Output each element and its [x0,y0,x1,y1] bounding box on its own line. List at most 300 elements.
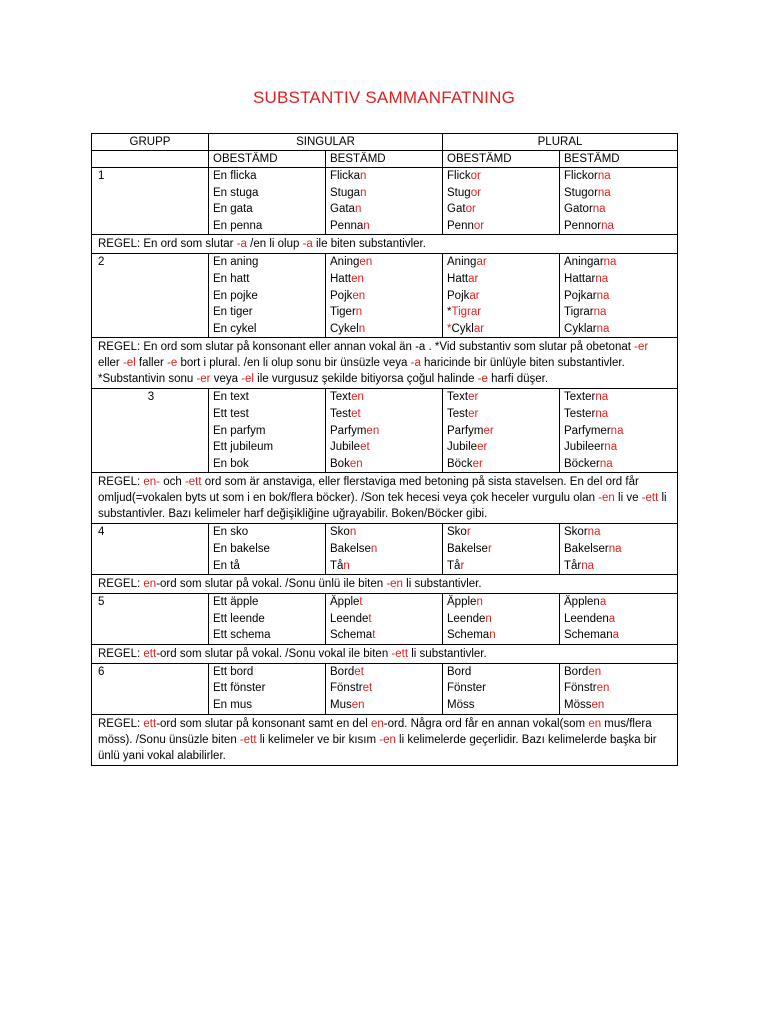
word-stem: Gata [330,203,355,216]
word-ending: er [477,441,488,454]
singular-indefinite-cell [209,168,326,235]
word-ending: na [595,407,609,420]
word-stem: Flick [447,170,471,182]
word-form [447,627,555,644]
rule-highlight: -e [477,373,488,386]
word-form [564,541,673,558]
word-ending: ar [470,306,482,319]
word-stem: Jubileer [564,441,605,454]
word-ending: na [601,219,614,232]
word-form [447,271,555,288]
header-singular: SINGULAR [209,134,443,151]
word-ending: en [349,457,363,470]
plural-definite-cell [560,254,678,338]
word-form [447,389,555,406]
plural-indefinite-cell [443,168,560,235]
header-grupp: GRUPP [92,134,209,151]
word-form [213,697,321,714]
rule-highlight: -e [167,357,178,370]
word-form [564,611,673,628]
word-form [447,185,555,202]
word-stem: Cykl [451,322,474,335]
table-body [92,134,678,766]
word-stem: Äpple [330,596,360,609]
group-number: 1 [92,168,209,235]
word-ending: n [360,186,367,199]
word-stem: Ett äpple [213,596,259,609]
word-form [213,680,321,697]
word-stem: Pennor [564,219,602,232]
word-form [447,680,555,697]
word-stem: Leende [447,612,486,625]
word-ending: na [597,186,611,199]
word-form [213,611,321,628]
word-form [564,288,673,305]
word-ending: n [363,219,370,232]
singular-indefinite-cell [209,254,326,338]
rule-segment: och [160,476,185,489]
singular-definite-cell [326,168,443,235]
rule-text [92,714,678,765]
word-ending: ar [468,272,479,285]
word-ending: en [596,682,610,695]
word-stem: Bord [564,665,589,678]
word-form [330,185,438,202]
word-stem: Parfymer [564,424,611,437]
word-ending: na [603,256,617,269]
word-form [564,321,673,338]
word-ending: na [581,559,595,572]
word-ending: na [592,203,606,216]
word-form [447,524,555,541]
word-form [564,680,673,697]
rule-segment: ord som är anstaviga, eller flerstaviga med betoning på sista stavelsen. En del ord får omljud(=vokalen byts ut som i en bok/flera böcker). /Son tek hecesi veya çok heceler vurgulu olan [98,476,639,505]
word-stem: En tå [213,559,240,572]
word-stem: Penn [447,219,474,232]
word-form [447,664,555,681]
plural-indefinite-cell [443,524,560,575]
word-ending: a [599,596,607,609]
plural-indefinite-cell [443,389,560,473]
word-ending: en [351,391,364,404]
word-ending: t [372,629,376,642]
rule-segment: REGEL: [98,476,144,489]
word-ending: n [485,612,492,625]
word-stem: Stug [447,186,471,199]
word-stem: En bakelse [213,542,270,555]
subheader-plural-definite: BESTÄMD [560,151,678,168]
word-form [564,594,673,611]
word-stem: Fönster [447,682,487,695]
word-form [213,288,321,305]
word-stem: Schema [330,629,373,642]
word-form [330,680,438,697]
word-stem: En cykel [213,322,257,335]
rule-highlight: ett [143,647,157,660]
word-stem: Fönstr [330,682,363,695]
rule-segment: li ve [614,492,642,505]
word-ending: na [596,289,610,302]
rule-segment: ile biten substantivler. [312,238,426,251]
group-number: 5 [92,594,209,645]
word-ending: a [612,629,620,642]
word-form [564,697,673,714]
word-stem: Flickor [564,170,598,182]
word-form [330,627,438,644]
word-stem: En pojke [213,289,258,302]
word-form [447,697,555,714]
word-stem: Pojk [447,289,470,302]
word-stem: Bord [447,665,472,678]
singular-definite-cell [326,594,443,645]
plural-definite-cell [560,389,678,473]
word-form [330,271,438,288]
group-number: 2 [92,254,209,338]
word-stem: Pojkar [564,289,597,302]
plural-definite-cell [560,168,678,235]
subheader-singular-indefinite: OBESTÄMD [209,151,326,168]
group-row [92,254,678,338]
word-form [447,201,555,218]
word-stem: Äpple [447,596,477,609]
word-stem: Leenden [564,612,609,625]
word-form [330,201,438,218]
word-ending: et [351,407,361,420]
word-stem: En hatt [213,272,250,285]
word-ending: n [354,203,362,216]
singular-definite-cell [326,389,443,473]
word-form [564,524,673,541]
word-stem: En mus [213,699,252,712]
word-stem: Tester [564,407,596,420]
word-form [564,627,673,644]
word-ending: n [349,526,357,539]
group-row [92,663,678,714]
rule-highlight: -en [386,578,403,591]
word-form [447,168,555,185]
word-form [213,168,321,185]
word-form [564,664,673,681]
word-stem: Jubile [447,441,478,454]
rule-highlight: en [370,717,384,730]
word-form [447,304,555,321]
plural-indefinite-cell [443,594,560,645]
word-form [447,594,555,611]
word-form [564,558,673,575]
word-ending: n [370,542,378,555]
word-ending: er [468,407,479,420]
rule-highlight: en- [143,476,161,489]
rule-highlight: -en [379,733,396,746]
word-form [213,406,321,423]
rule-highlight: -er [634,341,649,354]
rule-text [92,575,678,594]
word-form [564,456,673,473]
rule-segment: haricinde bir ünlüyle biten substantivler. *Substantivin sonu [98,357,625,386]
subheader-row [92,151,678,168]
word-stem: Skor [564,526,588,539]
word-form [213,594,321,611]
word-stem: * [447,306,452,319]
word-ending: or [470,186,481,199]
word-ending: et [362,682,373,695]
word-stem: Test [330,407,352,420]
rule-highlight: -ett [184,476,202,489]
rule-segment: li kelimelerde geçerlidir. Bazı kelimelerde başka bir ünlü yani vokal alabilirler. [98,733,657,762]
word-stem: Tår [564,559,582,572]
word-form [330,304,438,321]
word-stem: Texter [564,391,596,404]
rule-text [92,338,678,389]
word-ending: n [360,170,367,182]
rule-row [92,473,678,524]
rule-segment: li substantivler. Bazı kelimeler harf değişikliğine uğrayabilir. Boken/Böcker gibi. [98,492,667,521]
word-stem: Parfym [447,424,484,437]
word-form [447,321,555,338]
rule-segment: veya [210,373,242,386]
word-stem: Bakelser [564,542,609,555]
singular-indefinite-cell [209,389,326,473]
word-form [564,218,673,235]
word-stem: Penna [330,219,364,232]
word-ending: er [472,457,483,470]
word-stem: Schema [447,629,490,642]
word-form [213,439,321,456]
rule-segment: faller [135,357,168,370]
word-ending: na [604,441,618,454]
word-form [564,271,673,288]
word-stem: Scheman [564,629,613,642]
rule-highlight: en [143,578,157,591]
word-stem: Tå [330,559,344,572]
word-stem: Böck [447,457,473,470]
singular-definite-cell [326,254,443,338]
plural-definite-cell [560,663,678,714]
word-form [330,321,438,338]
word-form [213,456,321,473]
singular-definite-cell [326,524,443,575]
word-stem: En gata [213,203,253,216]
singular-indefinite-cell [209,663,326,714]
group-number: 4 [92,524,209,575]
rule-segment: -ord som slutar på konsonant samt en del [156,717,371,730]
word-stem: Aningar [564,256,604,269]
group-number: 3 [92,389,209,473]
word-stem: En text [213,391,249,404]
rule-highlight: -a [236,238,247,251]
word-stem: Hatt [447,272,469,285]
word-ending: na [597,170,611,182]
rule-segment: harfi düşer. [487,373,549,386]
word-ending: n [343,559,350,572]
rule-highlight: -a [302,238,313,251]
word-ending: r [487,542,492,555]
word-form [213,558,321,575]
word-form [564,168,673,185]
word-stem: Ett jubileum [213,441,274,454]
word-form [213,218,321,235]
word-form [213,321,321,338]
word-ending: na [599,457,613,470]
rule-segment: REGEL: [98,647,144,660]
word-ending: en [366,424,380,437]
page-title: SUBSTANTIV SAMMANFATNING [252,88,516,107]
word-form [564,254,673,271]
word-form [213,271,321,288]
rule-segment: /en li olup [246,238,303,251]
word-form [330,288,438,305]
word-stem: Cykel [330,322,359,335]
word-form [330,664,438,681]
word-ending: er [468,391,479,404]
word-ending: er [483,424,494,437]
word-stem: Flicka [330,170,361,182]
word-form [213,201,321,218]
rule-segment: -ord som slutar på vokal. /Sonu vokal ile biten [156,647,392,660]
word-form [447,558,555,575]
word-stem: Cyklar [564,322,597,335]
word-form [564,439,673,456]
rule-segment: li substantivler. [402,578,482,591]
header-plural: PLURAL [443,134,678,151]
word-ending: en [359,256,373,269]
word-ending: n [358,322,366,335]
rule-segment: li kelimeler ve bir kısım [256,733,380,746]
word-stem: Möss [564,699,592,712]
word-form [330,697,438,714]
word-stem: En penna [213,219,263,232]
word-ending: a [608,612,616,625]
word-form [330,168,438,185]
rule-row [92,644,678,663]
rule-highlight: en [588,717,602,730]
word-stem: Ett test [213,407,249,420]
word-form [447,423,555,440]
group-row [92,389,678,473]
word-ending: ar [473,322,485,335]
word-ending: or [465,203,476,216]
word-stem: Leende [330,612,369,625]
word-ending: na [595,272,609,285]
word-stem: Test [447,407,469,420]
rule-highlight: -er [196,373,211,386]
word-ending: en [352,289,366,302]
word-stem: Stugor [564,186,598,199]
word-stem: Gator [564,203,593,216]
word-ending: t [359,596,363,609]
word-ending: na [587,526,601,539]
word-form [213,423,321,440]
word-form [330,218,438,235]
word-form [330,611,438,628]
rule-highlight: -el [241,373,254,386]
word-stem: Bakelse [330,542,371,555]
rule-text [92,644,678,663]
word-form [330,541,438,558]
rule-segment: li substantivler. [408,647,487,660]
rule-row [92,575,678,594]
singular-definite-cell [326,663,443,714]
word-form [564,389,673,406]
word-stem: Bord [330,665,355,678]
word-form [213,389,321,406]
word-stem: En bok [213,457,249,470]
word-form [330,558,438,575]
word-form [213,254,321,271]
rule-highlight: -el [122,357,136,370]
rule-segment: ile vurgusuz şekilde bitiyorsa çoğul halinde [253,373,478,386]
rule-segment: REGEL: En ord som slutar på konsonant eller annan vokal än -a . *Vid substantiv som slutar på obetonat [98,341,635,354]
subheader-singular-definite: BESTÄMD [326,151,443,168]
word-form [447,456,555,473]
word-stem: Aning [330,256,360,269]
word-ending: na [610,424,624,437]
word-stem: Text [330,391,352,404]
word-stem: Fönstr [564,682,597,695]
word-ending: en [588,665,602,678]
word-form [330,594,438,611]
word-form [564,201,673,218]
word-ending: na [593,306,607,319]
word-stem: Text [447,391,469,404]
word-form [330,524,438,541]
plural-definite-cell [560,594,678,645]
word-form [330,423,438,440]
word-stem: Hattar [564,272,596,285]
rule-text [92,473,678,524]
rule-segment: REGEL: [98,578,144,591]
group-number: 6 [92,663,209,714]
word-stem: Sko [330,526,350,539]
word-ending: Tigr [451,306,471,319]
word-ending: r [466,526,471,539]
word-form [213,524,321,541]
word-stem: Gat [447,203,466,216]
rule-highlight: -ett [641,492,659,505]
word-ending: r [460,559,465,572]
word-form [213,627,321,644]
rule-row [92,714,678,765]
singular-indefinite-cell [209,524,326,575]
rule-segment: eller [98,357,123,370]
noun-summary-table [91,133,678,766]
plural-definite-cell [560,524,678,575]
rule-segment: -ord. Några ord får en annan vokal(som [383,717,589,730]
word-form [564,185,673,202]
word-stem: En parfym [213,424,266,437]
rule-text [92,235,678,254]
word-stem: En tiger [213,306,253,319]
word-stem: Tiger [330,306,356,319]
word-ending: et [354,665,364,678]
rule-highlight: ett [143,717,157,730]
rule-row [92,338,678,389]
group-row [92,168,678,235]
word-form [564,406,673,423]
word-form [213,664,321,681]
rule-highlight: -en [598,492,615,505]
rule-segment: REGEL: En ord som slutar [98,238,237,251]
singular-indefinite-cell [209,594,326,645]
word-ending: ar [469,289,480,302]
word-form [330,406,438,423]
word-stem: Aning [447,256,477,269]
word-stem: Äpplen [564,596,600,609]
word-stem: Jubile [330,441,361,454]
word-stem: En flicka [213,170,257,182]
word-form [447,218,555,235]
word-stem: Bok [330,457,350,470]
